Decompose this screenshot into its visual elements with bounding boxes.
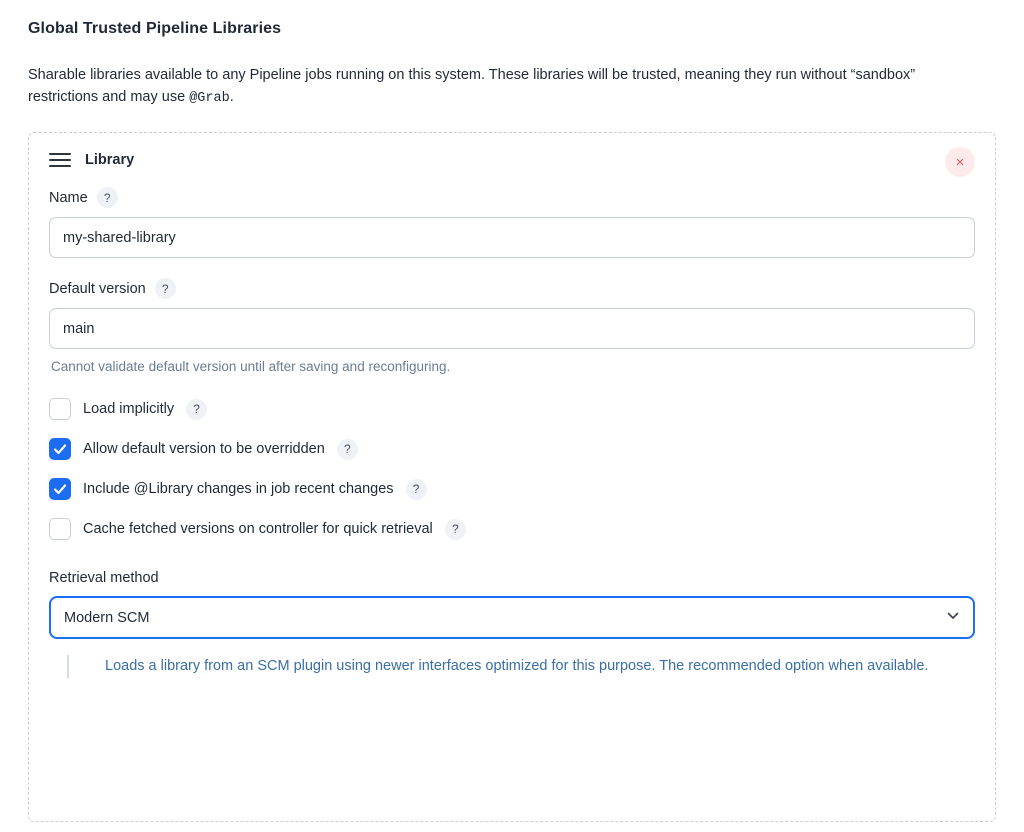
- checkbox-row-cache-fetched-versions: [49, 518, 975, 540]
- load-implicitly-help-icon[interactable]: ?: [186, 399, 207, 420]
- load-implicitly-label: Load implicitly: [83, 401, 175, 418]
- grab-code-literal: @Grab: [189, 91, 230, 107]
- include-library-changes-checkbox[interactable]: [49, 478, 71, 500]
- default-version-validation-note: Cannot validate default version until after saving and reconfiguring.: [51, 359, 451, 375]
- name-input[interactable]: my-shared-library: [49, 217, 975, 258]
- allow-default-version-override-checkbox[interactable]: [49, 438, 71, 460]
- allow-default-version-override-label: Allow default version to be overridden: [83, 441, 325, 458]
- close-icon[interactable]: ×: [945, 147, 975, 177]
- name-field-block: [49, 187, 975, 258]
- allow-default-version-override-help-icon[interactable]: ?: [337, 439, 358, 460]
- checkbox-row-include-library-changes: [49, 478, 975, 500]
- library-panel: [28, 132, 996, 822]
- library-panel-header: [49, 151, 975, 169]
- checkbox-row-allow-override: [49, 438, 975, 460]
- retrieval-method-label: Retrieval method: [49, 570, 159, 587]
- page-description-text-1: Sharable libraries available to any Pipeline jobs running on this system. These libraries will be trusted, meaning they run without “sandbox” restrictions and may use: [28, 67, 916, 106]
- checkbox-row-load-implicitly: [49, 398, 975, 420]
- retrieval-method-select-wrap: [49, 596, 975, 639]
- include-library-changes-help-icon[interactable]: ?: [406, 479, 427, 500]
- cache-fetched-versions-help-icon[interactable]: ?: [445, 519, 466, 540]
- name-help-icon[interactable]: ?: [97, 187, 118, 208]
- page-title: Global Trusted Pipeline Libraries: [28, 20, 282, 37]
- cache-fetched-versions-checkbox[interactable]: [49, 518, 71, 540]
- drag-handle-icon[interactable]: [49, 151, 71, 169]
- cache-fetched-versions-label: Cache fetched versions on controller for quick retrieval: [83, 521, 433, 538]
- name-label-row: [49, 187, 975, 208]
- retrieval-method-block: [49, 570, 975, 677]
- default-version-input[interactable]: main: [49, 308, 975, 349]
- default-version-help-icon[interactable]: ?: [155, 278, 176, 299]
- default-version-label: Default version: [49, 280, 146, 297]
- library-panel-title: Library: [85, 152, 135, 169]
- page-description-text-2: .: [229, 89, 234, 106]
- load-implicitly-checkbox[interactable]: [49, 398, 71, 420]
- default-version-label-row: [49, 278, 975, 299]
- name-label: Name: [49, 189, 88, 206]
- retrieval-method-select[interactable]: Modern SCM: [49, 596, 975, 639]
- retrieval-method-help-text: Loads a library from an SCM plugin using newer interfaces optimized for this purpose. The recommended option when available.: [67, 655, 957, 677]
- default-version-field-block: [49, 278, 975, 374]
- include-library-changes-label: Include @Library changes in job recent changes: [83, 481, 394, 498]
- page-description: [28, 64, 968, 110]
